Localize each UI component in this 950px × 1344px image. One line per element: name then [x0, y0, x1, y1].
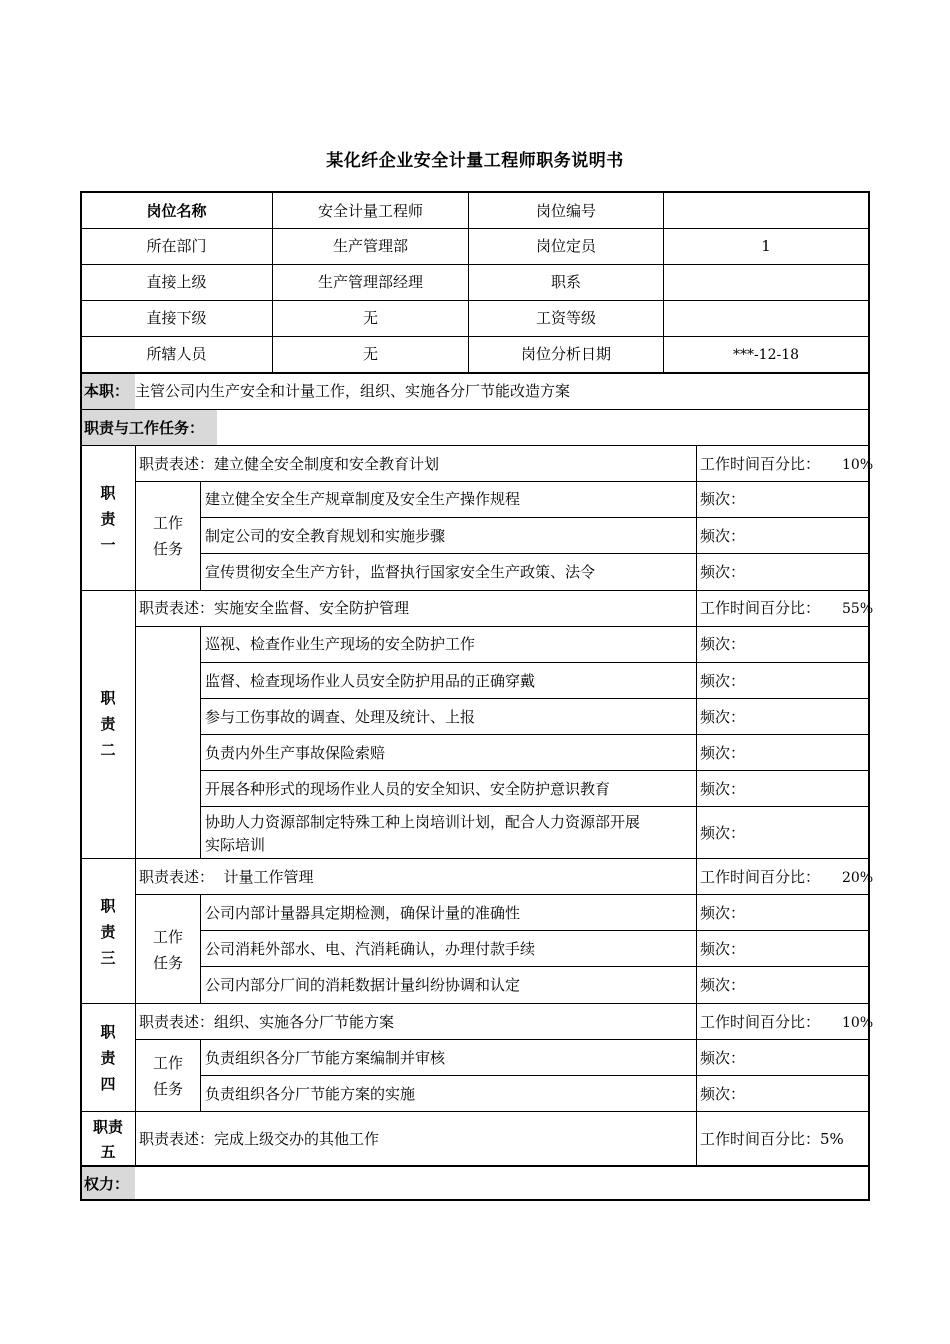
- duty2-task-1: 巡视、检查作业生产现场的安全防护工作: [205, 635, 476, 653]
- duty2-task-6: 协助人力资源部制定特殊工种上岗培训计划，配合人力资源部开展: [205, 813, 641, 831]
- value-department: 生产管理部: [332, 237, 408, 255]
- page-title: 某化纤企业安全计量工程师职务说明书: [326, 151, 624, 171]
- value-staff: 无: [362, 345, 378, 363]
- duties-header: 职责与工作任务：: [84, 419, 205, 437]
- benzhi-text: 主管公司内生产安全和计量工作，组织、实施各分厂节能改造方案: [135, 382, 571, 400]
- duty3-desc: 职责表述： 计量工作管理: [139, 868, 314, 886]
- table-border-top: [80, 191, 870, 193]
- duty1-pct: 10%: [842, 457, 874, 473]
- duty2-freq-1: 频次：: [700, 635, 746, 653]
- duty1-task-label: 工作任务: [152, 514, 183, 558]
- value-direct-subordinate: 无: [362, 309, 378, 327]
- table-border-bottom: [80, 1199, 870, 1201]
- label-headcount: 岗位定员: [535, 237, 596, 255]
- label-job-family: 职系: [550, 273, 581, 291]
- duty3-name: 职责三: [100, 897, 116, 967]
- duty1-desc: 职责表述：建立健全安全制度和安全教育计划: [139, 455, 440, 473]
- duty1-freq-3: 频次：: [700, 563, 746, 581]
- duty2-time-label: 工作时间百分比：: [700, 599, 821, 617]
- duty4-task-1: 负责组织各分厂节能方案编制并审核: [205, 1049, 446, 1067]
- duty3-task-3: 公司内部分厂间的消耗数据计量纠纷协调和认定: [205, 976, 521, 994]
- table-border-right: [868, 191, 870, 1201]
- duty3-task-1: 公司内部计量器具定期检测，确保计量的准确性: [205, 904, 521, 922]
- duty4-freq-1: 频次：: [700, 1049, 746, 1067]
- value-direct-superior: 生产管理部经理: [317, 273, 423, 291]
- label-analysis-date: 岗位分析日期: [520, 345, 611, 363]
- label-position-name: 岗位名称: [146, 202, 207, 220]
- duty3-task-2: 公司消耗外部水、电、汽消耗确认，办理付款手续: [205, 940, 536, 958]
- duty4-task-label: 工作任务: [152, 1054, 183, 1098]
- duty2-task-6-cont: 实际培训: [205, 836, 266, 854]
- duty2-task-4: 负责内外生产事故保险索赔: [205, 744, 386, 762]
- duty3-time-label: 工作时间百分比：: [700, 868, 821, 886]
- duty4-pct: 10%: [842, 1015, 874, 1031]
- duty5-time: 工作时间百分比：5%: [700, 1130, 844, 1148]
- duty2-freq-4: 频次：: [700, 744, 746, 762]
- duty4-desc: 职责表述：组织、实施各分厂节能方案: [139, 1013, 395, 1031]
- duty2-task-5: 开展各种形式的现场作业人员的安全知识、安全防护意识教育: [205, 780, 611, 798]
- duty2-freq-2: 频次：: [700, 672, 746, 690]
- label-pay-grade: 工资等级: [535, 309, 596, 327]
- duty5-desc: 职责表述：完成上级交办的其他工作: [139, 1130, 380, 1148]
- duty4-task-2: 负责组织各分厂节能方案的实施: [205, 1085, 416, 1103]
- duty2-task-2: 监督、检查现场作业人员安全防护用品的正确穿戴: [205, 672, 536, 690]
- label-position-code: 岗位编号: [535, 202, 596, 220]
- duty1-name: 职责一: [100, 484, 116, 554]
- duty1-task-2: 制定公司的安全教育规划和实施步骤: [205, 527, 446, 545]
- duty3-task-label: 工作任务: [152, 928, 183, 972]
- duty2-freq-6: 频次：: [700, 824, 746, 842]
- duty2-pct: 55%: [842, 601, 874, 617]
- duty2-freq-5: 频次：: [700, 780, 746, 798]
- duty3-freq-2: 频次：: [700, 940, 746, 958]
- duty2-task-3: 参与工伤事故的调查、处理及统计、上报: [205, 708, 476, 726]
- duty1-freq-2: 频次：: [700, 527, 746, 545]
- duty4-freq-2: 频次：: [700, 1085, 746, 1103]
- value-position-name: 安全计量工程师: [317, 202, 423, 220]
- duty1-freq-1: 频次：: [700, 490, 746, 508]
- duty2-name: 职责二: [100, 689, 116, 759]
- duty2-freq-3: 频次：: [700, 708, 746, 726]
- duty1-task-1: 建立健全安全生产规章制度及安全生产操作规程: [205, 490, 521, 508]
- label-direct-subordinate: 直接下级: [146, 309, 207, 327]
- label-department: 所在部门: [146, 237, 207, 255]
- duty1-time-label: 工作时间百分比：: [700, 455, 821, 473]
- value-analysis-date: ***-12-18: [732, 347, 800, 363]
- duty5-name-a: 职责: [92, 1118, 123, 1136]
- label-direct-superior: 直接上级: [146, 273, 207, 291]
- duty4-time-label: 工作时间百分比：: [700, 1013, 821, 1031]
- duty3-freq-1: 频次：: [700, 904, 746, 922]
- duty5-name-b: 五: [100, 1143, 116, 1161]
- benzhi-label: 本职：: [84, 382, 130, 400]
- duty3-pct: 20%: [842, 870, 874, 886]
- label-staff: 所辖人员: [146, 345, 207, 363]
- duty3-freq-3: 频次：: [700, 976, 746, 994]
- quanli-label: 权力：: [84, 1175, 130, 1193]
- duty2-desc: 职责表述：实施安全监督、安全防护管理: [139, 599, 410, 617]
- duty1-task-3: 宣传贯彻安全生产方针，监督执行国家安全生产政策、法令: [205, 563, 596, 581]
- duty4-name: 职责四: [100, 1023, 116, 1093]
- value-headcount: 1: [761, 237, 771, 255]
